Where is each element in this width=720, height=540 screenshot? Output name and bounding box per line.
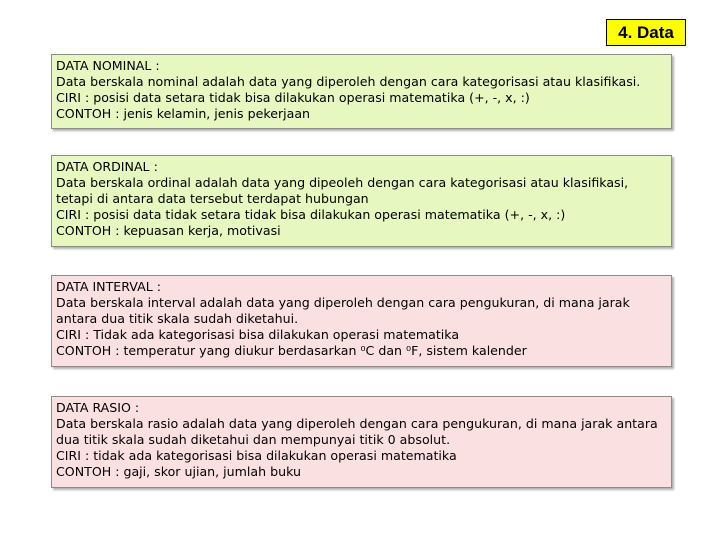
contoh-text: kepuasan kerja, motivasi — [119, 223, 281, 238]
data-rasio-box — [51, 396, 672, 488]
section-contoh — [56, 343, 667, 359]
section-definition: Data berskala rasio adalah data yang diperoleh dengan cara pengukuran, di mana jarak antara dua titik skala sudah diketahui dan mempunyai titik 0 absolut. — [56, 416, 658, 447]
contoh-label: CONTOH : — [56, 464, 120, 479]
section-heading: DATA INTERVAL : — [56, 279, 161, 294]
data-nominal-box — [51, 54, 672, 129]
ciri-text: posisi data tidak setara tidak bisa dilakukan operasi matematika (+, -, x, :) — [89, 207, 566, 222]
contoh-label: CONTOH : — [56, 343, 120, 358]
ciri-label: CIRI : — [56, 448, 90, 463]
section-definition: Data berskala nominal adalah data yang diperoleh dengan cara kategorisasi atau klasifikasi. — [56, 74, 641, 89]
data-ordinal-box — [51, 155, 672, 247]
slide-title: 4. Data — [606, 19, 686, 46]
section-heading: DATA RASIO : — [56, 400, 140, 415]
contoh-text: jenis kelamin, jenis pekerjaan — [119, 106, 311, 121]
data-interval-box — [51, 275, 672, 367]
section-contoh — [56, 223, 667, 239]
contoh-text: temperatur yang diukur berdasarkan ⁰C dan ⁰F, sistem kalender — [119, 343, 527, 358]
contoh-label: CONTOH : — [56, 106, 120, 121]
section-heading: DATA ORDINAL : — [56, 159, 158, 174]
ciri-text: tidak ada kategorisasi bisa dilakukan operasi matematika — [89, 448, 457, 463]
section-ciri — [56, 448, 667, 464]
ciri-label: CIRI : — [56, 207, 90, 222]
section-ciri — [56, 90, 667, 106]
section-contoh — [56, 106, 667, 122]
section-ciri — [56, 207, 667, 223]
contoh-text: gaji, skor ujian, jumlah buku — [119, 464, 301, 479]
section-definition: Data berskala ordinal adalah data yang dipeoleh dengan cara kategorisasi atau klasifikasi, tetapi di antara data tersebut terdapat hubungan — [56, 175, 629, 206]
ciri-text: posisi data setara tidak bisa dilakukan operasi matematika (+, -, x, :) — [89, 90, 530, 105]
section-ciri — [56, 327, 667, 343]
section-definition: Data berskala interval adalah data yang diperoleh dengan cara pengukuran, di mana jarak antara dua titik skala sudah diketahui. — [56, 295, 630, 326]
section-heading: DATA NOMINAL : — [56, 58, 160, 73]
ciri-text: Tidak ada kategorisasi bisa dilakukan operasi matematika — [89, 327, 460, 342]
ciri-label: CIRI : — [56, 90, 90, 105]
ciri-label: CIRI : — [56, 327, 90, 342]
section-contoh — [56, 464, 667, 480]
contoh-label: CONTOH : — [56, 223, 120, 238]
